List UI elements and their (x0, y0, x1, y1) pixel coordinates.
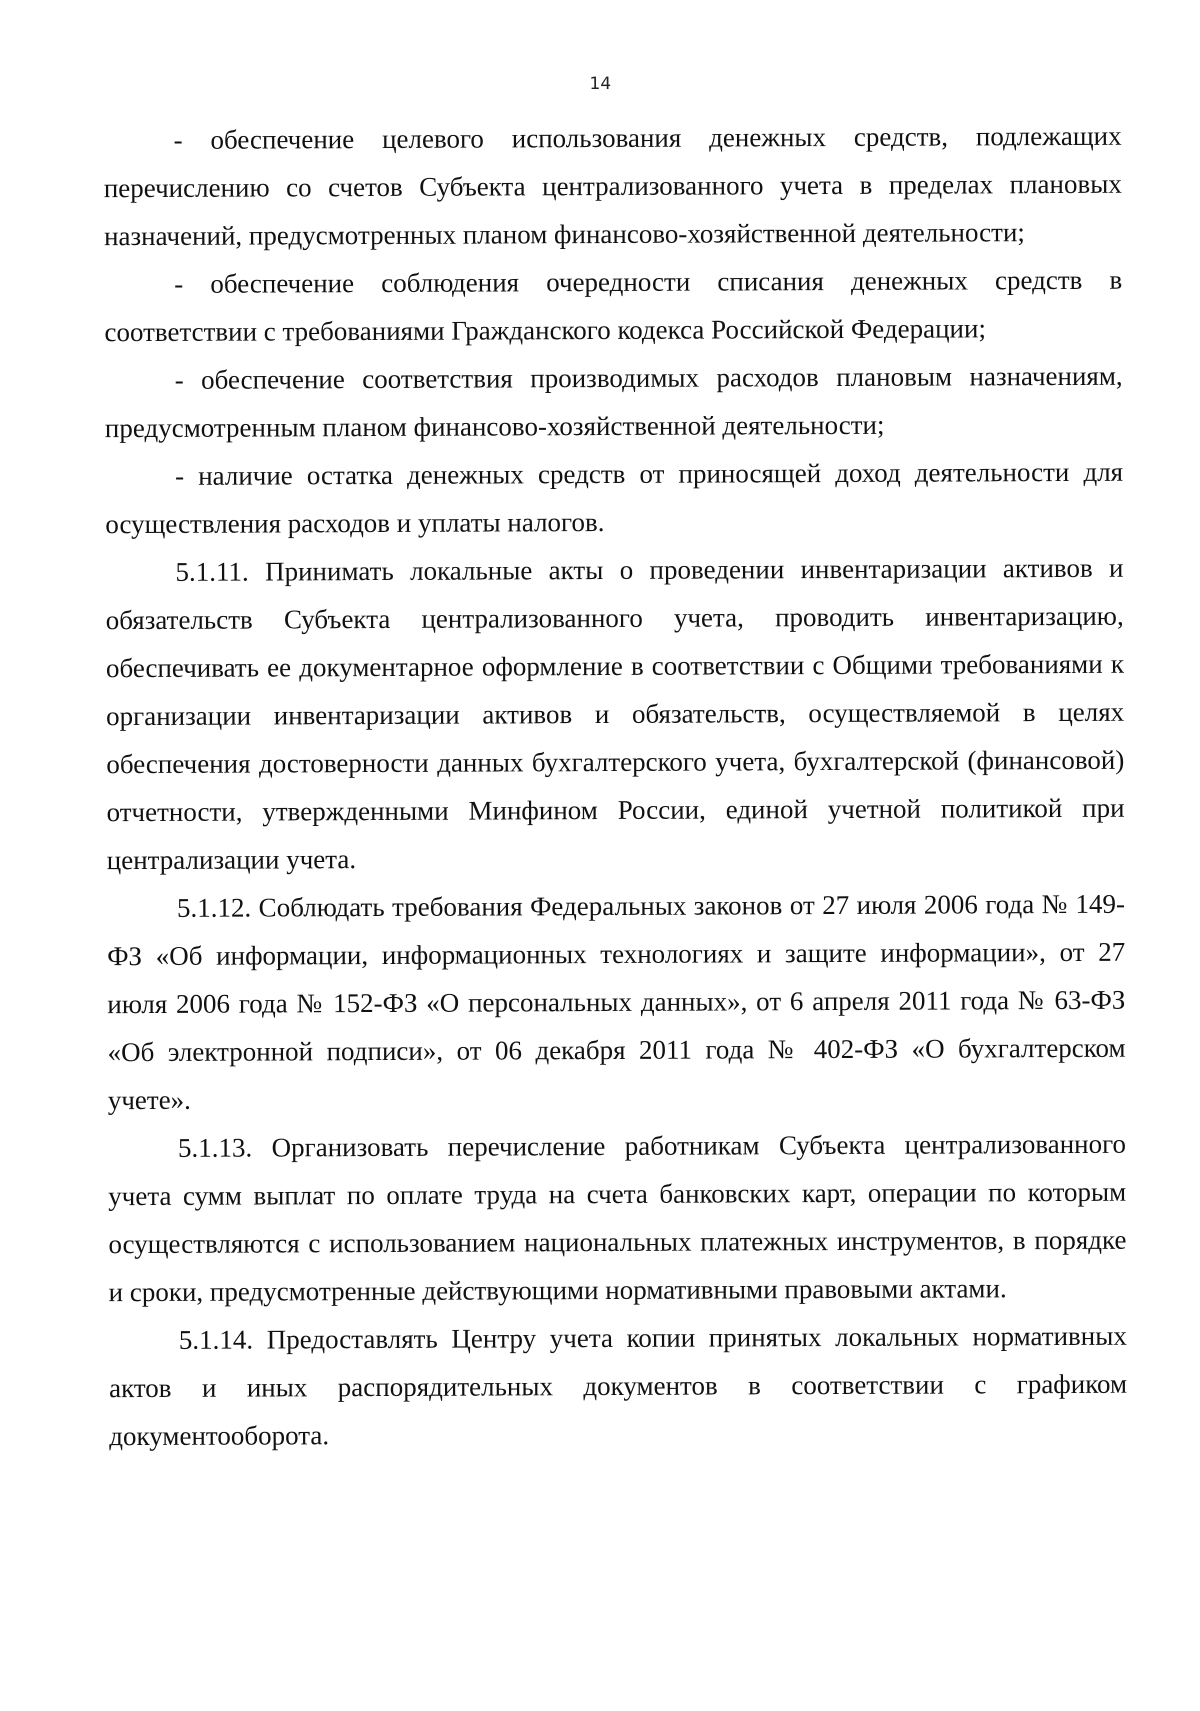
paragraph-bullet-write-off-order: - обеспечение соблюдения очередности списания денежных средств в соответствии с требованиями Гражданского кодекса Российской Федерации; (104, 264, 1123, 348)
document-body (104, 112, 1128, 1460)
paragraph-bullet-funds-balance: - наличие остатка денежных средств от приносящей доход деятельности для осуществления расходов и уплаты налогов. (105, 456, 1124, 540)
page-number: 14 (589, 73, 612, 95)
paragraph-bullet-target-use: - обеспечение целевого использования денежных средств, подлежащих перечислению со счетов Субъекта централизованного учета в пределах плановых назначений, предусмотренных планом финансово-хозяйственной деятельности; (103, 120, 1122, 252)
paragraph-5-1-12: 5.1.12. Соблюдать требования Федеральных законов от 27 июля 2006 года № 149-ФЗ «Об информации, информационных технологиях и защите информации», от 27 июля 2006 года № 152-ФЗ «О персональных данных», от 6 апреля 2011 года № 63-ФЗ «Об электронной подписи», от 06 декабря 2011 года № 402-ФЗ «О бухгалтерском учете». (107, 888, 1126, 1116)
paragraph-5-1-13: 5.1.13. Организовать перечисление работникам Субъекта централизованного учета сумм выплат по оплате труда на счета банковских карт, операции по которым осуществляются с использованием национальных платежных инструментов, в порядке и сроки, предусмотренные действующими нормативными правовыми актами. (108, 1128, 1127, 1308)
paragraph-5-1-14: 5.1.14. Предоставлять Центру учета копии принятых локальных нормативных актов и иных распорядительных документов в соответствии с графиком документооборота. (108, 1320, 1128, 1452)
paragraph-5-1-11: 5.1.11. Принимать локальные акты о проведении инвентаризации активов и обязательств Субъекта централизованного учета, проводить инвентаризацию, обеспечивать ее документарное оформление в соответствии с Общими требованиями к организации инвентаризации активов и обязательств, осуществляемой в целях обеспечения достоверности данных бухгалтерского учета, бухгалтерской (финансовой) отчетности, утвержденными Минфином России, единой учетной политикой при централизации учета. (105, 552, 1125, 876)
paragraph-bullet-expense-compliance: - обеспечение соответствия производимых расходов плановым назначениям, предусмотренным планом финансово-хозяйственной деятельности; (104, 360, 1123, 444)
